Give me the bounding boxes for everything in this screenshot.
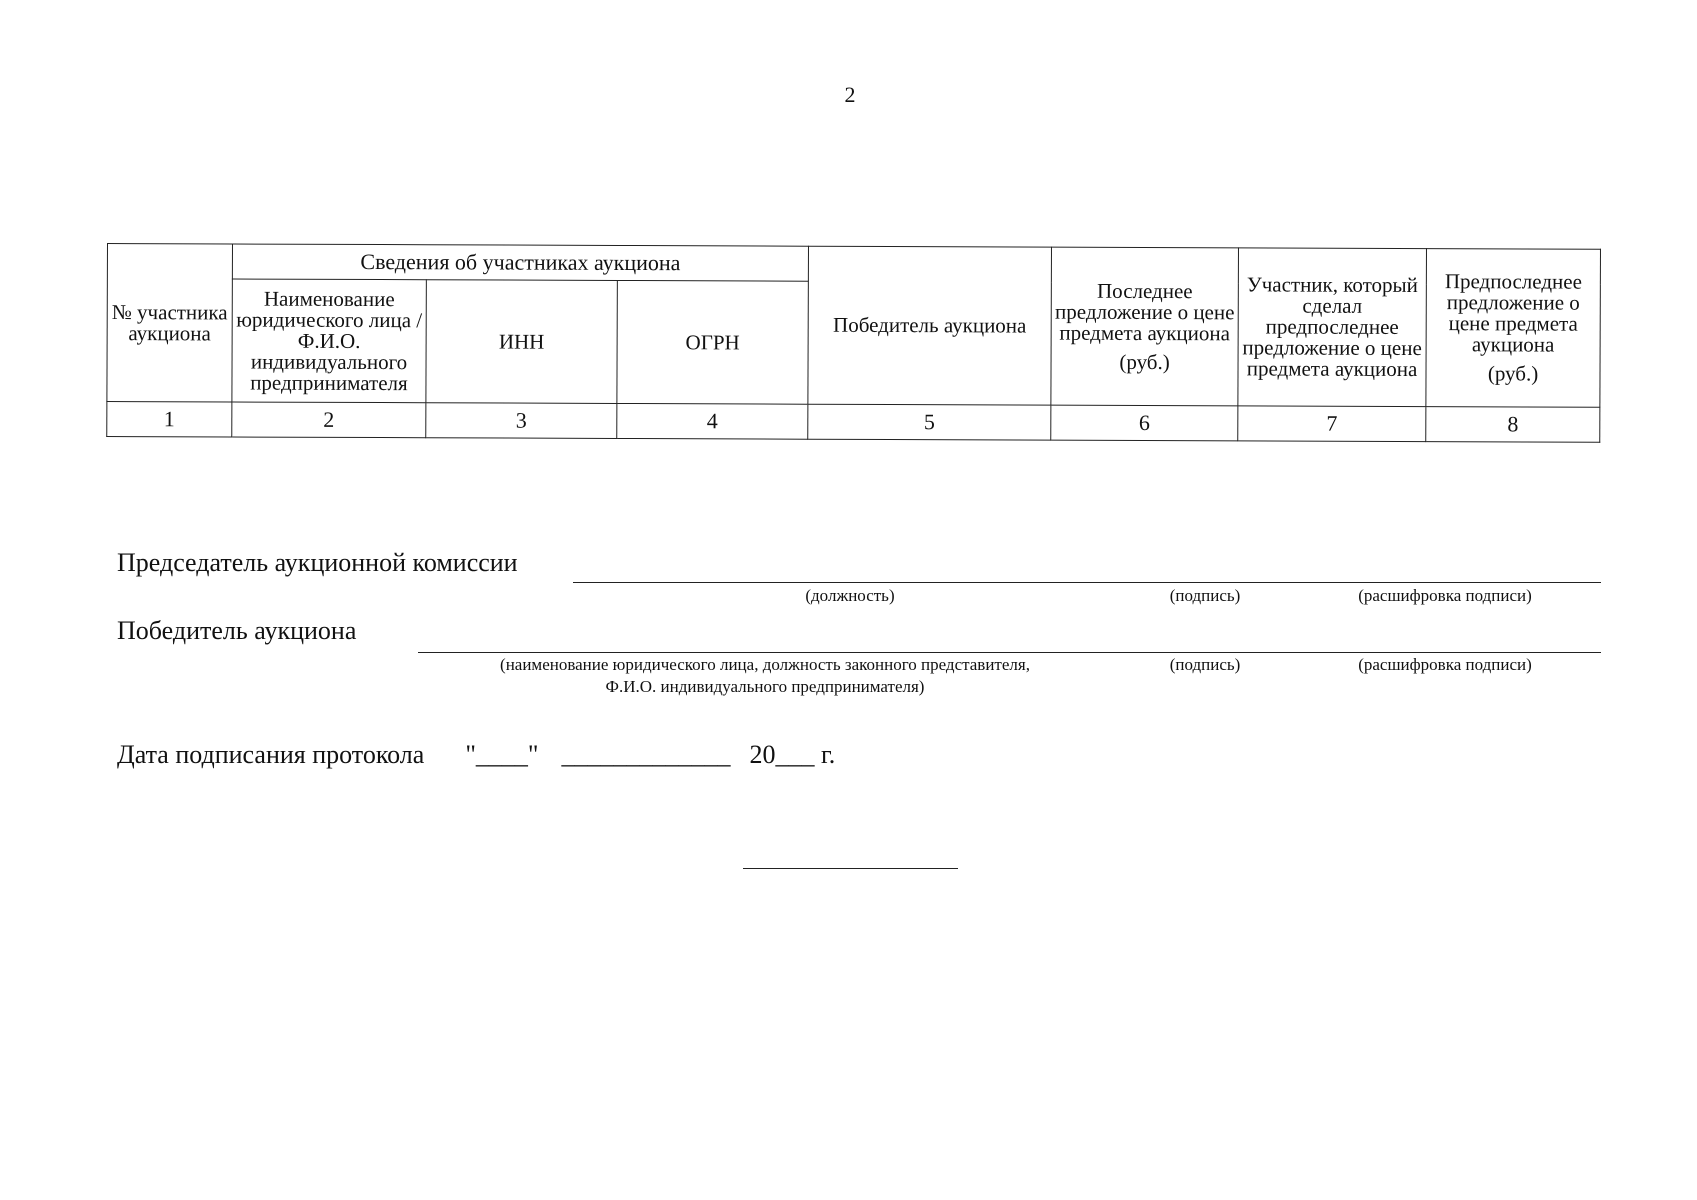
signing-date-year-suffix: г. <box>821 740 836 769</box>
column-number: 6 <box>1051 405 1238 441</box>
header-penultimate-offer-unit: (руб.) <box>1487 361 1539 386</box>
winner-name-caption-line2: Ф.И.О. индивидуального предпринимателя) <box>605 677 925 696</box>
header-participants-info: Сведения об участниках аукциона <box>232 244 808 281</box>
column-number: 2 <box>232 402 426 438</box>
header-last-offer <box>1051 247 1239 406</box>
chairman-label: Председатель аукционной комиссии <box>117 548 518 577</box>
header-penultimate-offer-text: Предпоследнее предложение о цене предмета аукциона <box>1444 269 1582 357</box>
header-winner: Победитель аукциона <box>808 246 1052 405</box>
column-number: 1 <box>107 402 232 437</box>
header-name: Наименование юридического лица / Ф.И.О. индивидуального предпринимателя <box>232 279 426 403</box>
column-number: 4 <box>617 403 808 439</box>
header-last-offer-text: Последнее предложение о цене предмета аукциона <box>1055 278 1235 345</box>
chairman-decoding-caption: (расшифровка подписи) <box>1358 586 1532 605</box>
header-last-offer-unit: (руб.) <box>1119 349 1170 374</box>
winner-name-caption-line1: (наименование юридического лица, должность законного представителя, <box>500 655 1030 674</box>
header-inn: ИНН <box>426 280 617 404</box>
header-ogrn: ОГРН <box>617 280 809 404</box>
signing-date-year-prefix: 20 <box>749 740 776 769</box>
auction-participants-table <box>106 243 1601 443</box>
page-number: 2 <box>844 82 856 107</box>
winner-label: Победитель аукциона <box>117 616 357 645</box>
signing-date-label: Дата подписания протокола <box>117 740 425 769</box>
winner-decoding-caption: (расшифровка подписи) <box>1358 655 1532 674</box>
signing-date-row <box>117 740 835 770</box>
column-number: 5 <box>808 404 1051 440</box>
column-number: 8 <box>1426 407 1600 443</box>
signing-date-day-field[interactable]: "____" <box>465 740 539 769</box>
winner-signature-caption: (подпись) <box>1169 655 1241 674</box>
column-numbers-row <box>107 402 1600 443</box>
winner-signature-line[interactable] <box>418 652 1601 653</box>
header-penultimate-participant: Участник, который сделал предпоследнее предложение о цене предмета аукциона <box>1238 248 1427 407</box>
signing-date-year-field[interactable]: ___ <box>775 740 815 769</box>
header-participant-no: № участника аукциона <box>107 244 233 402</box>
signing-date-month-field[interactable]: _____________ <box>561 740 731 769</box>
chairman-signature-caption: (подпись) <box>1169 586 1241 605</box>
closing-rule <box>743 868 958 869</box>
chairman-signature-line[interactable] <box>573 582 1601 583</box>
column-number: 7 <box>1238 406 1426 442</box>
header-penultimate-offer <box>1426 249 1601 408</box>
chairman-position-caption: (должность) <box>805 586 895 605</box>
column-number: 3 <box>426 403 617 439</box>
